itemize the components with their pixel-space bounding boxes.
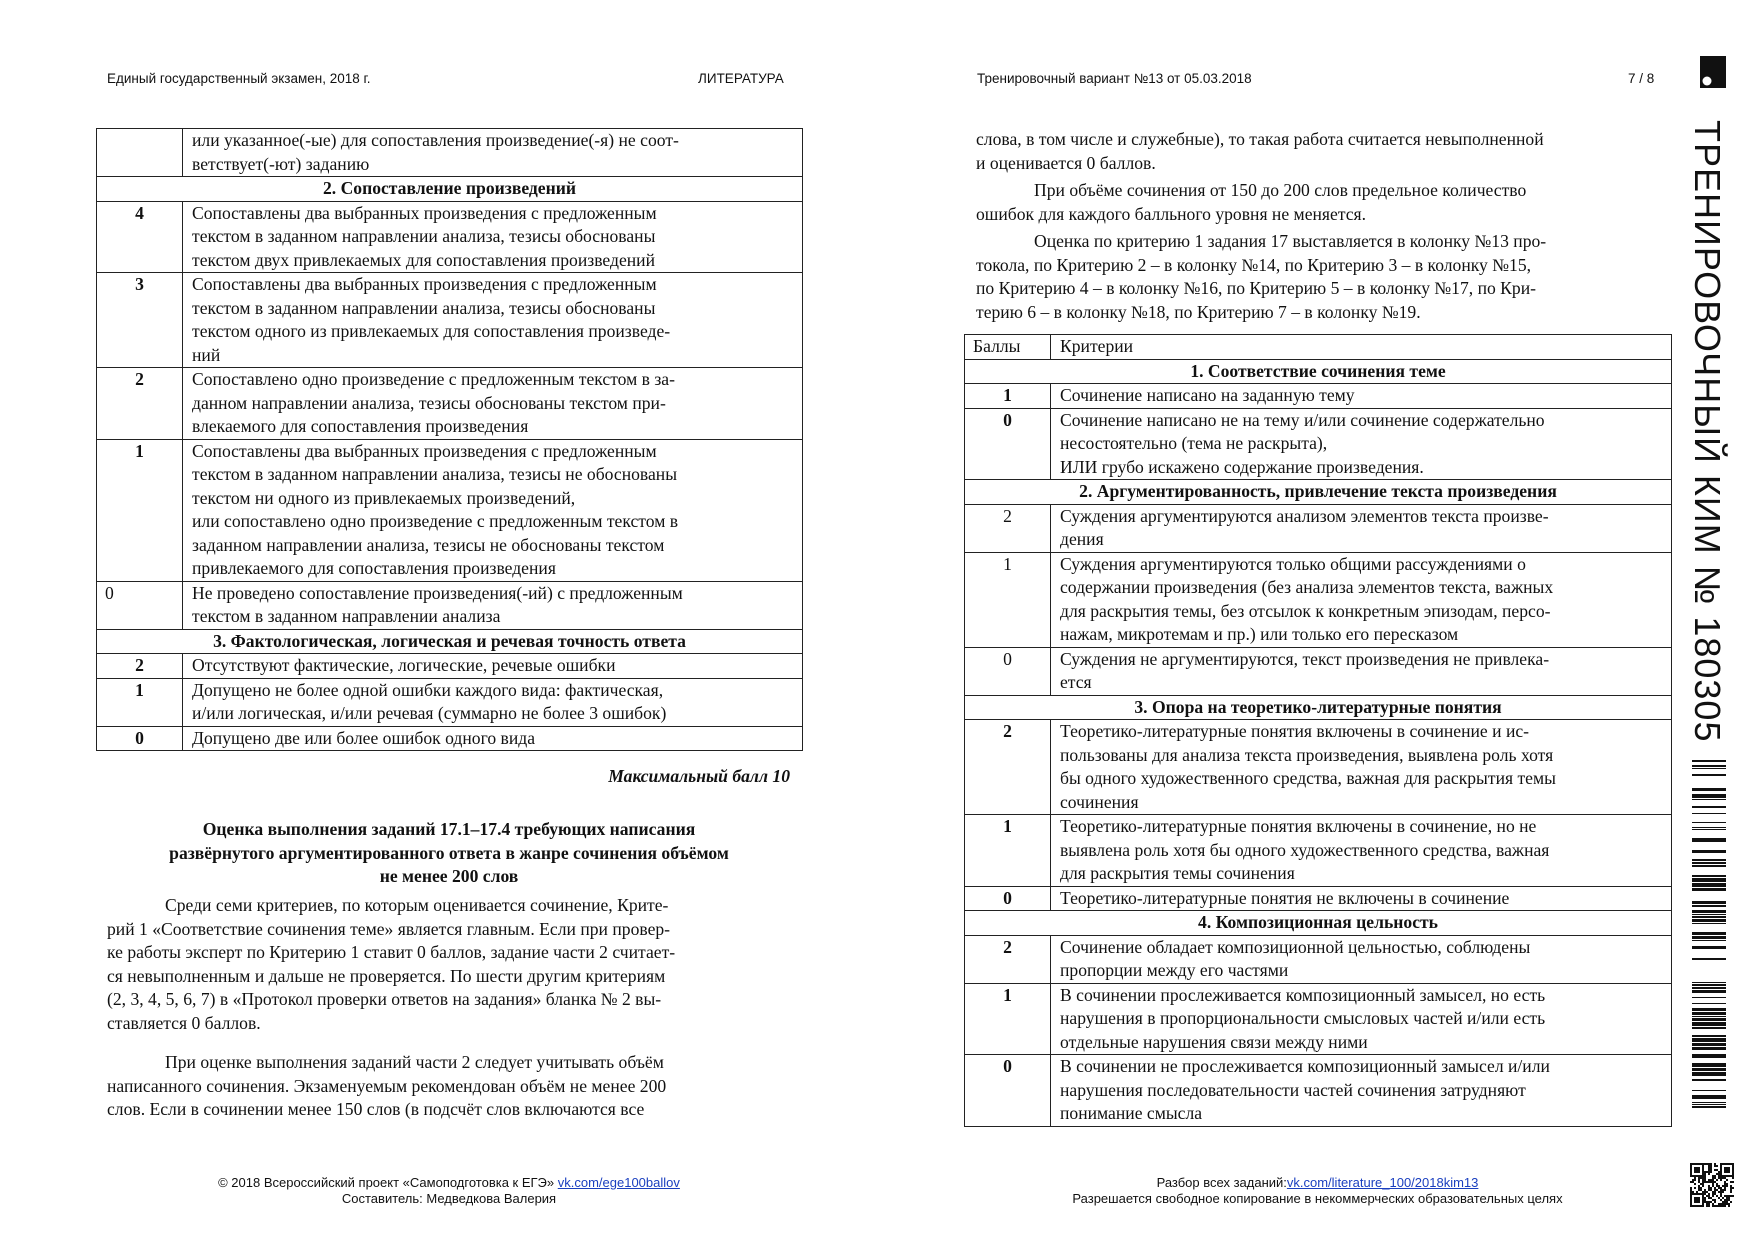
criteria-line: Отсутствуют фактические, логические, речевые ошибки xyxy=(192,655,616,675)
score-cell: 2 xyxy=(965,504,1051,552)
score-cell: 1 xyxy=(97,439,183,581)
criteria-row xyxy=(97,726,803,751)
side-title: ТРЕНИРОВОЧНЫЙ КИМ № 180305 xyxy=(1687,120,1728,743)
header-score: Баллы xyxy=(965,335,1051,360)
criteria-line: Сопоставлены два выбранных произведения с предложенным xyxy=(192,440,657,461)
variant-title: Тренировочный вариант №13 от 05.03.2018 xyxy=(977,71,1252,86)
score-cell: 0 xyxy=(97,726,183,751)
section-row xyxy=(965,911,1672,936)
criteria-row xyxy=(97,273,803,368)
criteria-line: привлекаемого для сопоставления произведения xyxy=(192,558,556,578)
right-paragraph-2: При объёме сочинения от 150 до 200 слов предельное количество ошибок для каждого балльного уровня не меняется. xyxy=(976,180,1527,224)
score-cell xyxy=(97,129,183,177)
section-row xyxy=(965,480,1672,505)
criteria-line: Допущено не более одной ошибки каждого вида: фактическая, xyxy=(192,679,664,700)
criteria-line: текстом в заданном направлении анализа, тезисы обоснованы xyxy=(192,226,656,246)
criteria-line: понимание смысла xyxy=(1060,1103,1203,1123)
criteria-row xyxy=(97,368,803,440)
criteria-row xyxy=(965,504,1672,552)
criteria-line: ветствует(-ют) заданию xyxy=(192,153,370,174)
score-cell: 1 xyxy=(97,678,183,726)
score-cell: 2 xyxy=(97,368,183,440)
criteria-cell xyxy=(1051,815,1672,887)
criteria-line: Сочинение обладает композиционной цельностью, соблюдены xyxy=(1060,936,1531,957)
score-cell: 0 xyxy=(965,647,1051,695)
criteria-line: выявлена роль хотя бы одного художественного средства, важная xyxy=(1060,839,1550,860)
criteria-line: для раскрытия темы, без отсылок к конкретным эпизодам, персо- xyxy=(1060,600,1551,621)
criteria-line: пользованы для анализа текста произведения, выявлена роль хотя xyxy=(1060,744,1554,765)
right-paragraph-1: слова, в том числе и служебные), то такая работа считается невыполненной и оценивается 0 баллов. xyxy=(976,129,1544,173)
criteria-line: или указанное(-ые) для сопоставления произведение(-я) не соот- xyxy=(192,130,679,150)
criteria-line: Сочинение написано не на тему и/или сочинение содержательно xyxy=(1060,409,1545,430)
criteria-line: Суждения аргументируются анализом элементов текста произве- xyxy=(1060,505,1549,526)
criteria-line: ИЛИ грубо искажено содержание произведения. xyxy=(1060,456,1424,477)
score-cell: 1 xyxy=(965,384,1051,409)
criteria-row xyxy=(965,983,1672,1055)
criteria-line: Суждения аргументируются только общими рассуждениями о xyxy=(1060,553,1526,574)
score-cell: 0 xyxy=(965,886,1051,911)
footer-left-link[interactable]: vk.com/ege100ballov xyxy=(557,1175,680,1190)
score-cell: 0 xyxy=(965,1055,1051,1127)
criteria-line: Суждения не аргументируются, текст произведения не привлека- xyxy=(1060,648,1550,669)
score-cell: 3 xyxy=(97,273,183,368)
section-row xyxy=(97,629,803,654)
criteria-line: текстом в заданном направлении анализа, тезисы обоснованы xyxy=(192,297,656,318)
footer-review: Разбор всех заданий: xyxy=(1156,1175,1287,1190)
max-score: Максимальный балл 10 xyxy=(608,766,790,786)
score-cell: 2 xyxy=(97,654,183,679)
score-cell: 2 xyxy=(965,720,1051,815)
table-header-row xyxy=(965,335,1672,360)
criteria-line: Сопоставлено одно произведение с предложенным текстом в за- xyxy=(192,369,675,389)
criteria-cell xyxy=(1051,1055,1672,1127)
section-title: 1. Соответствие сочинения теме xyxy=(965,359,1672,384)
criteria-cell xyxy=(183,581,803,629)
criteria-line: Теоретико-литературные понятия включены в сочинение, но не xyxy=(1060,816,1537,836)
section-row xyxy=(97,177,803,202)
criteria-cell xyxy=(183,678,803,726)
criteria-line: данном направлении анализа, тезисы обоснованы текстом при- xyxy=(192,392,666,413)
criteria-cell xyxy=(183,273,803,368)
subject-title: ЛИТЕРАТУРА xyxy=(698,71,784,86)
criteria-line: ется xyxy=(1060,672,1092,692)
criteria-line: заданном направлении анализа, тезисы не обоснованы текстом xyxy=(192,534,665,555)
criteria-row xyxy=(965,408,1672,480)
qr-code-icon xyxy=(1690,1163,1734,1207)
score-cell: 0 xyxy=(97,581,183,629)
criteria-cell xyxy=(183,726,803,751)
criteria-row xyxy=(97,654,803,679)
score-cell: 1 xyxy=(965,815,1051,887)
criteria-row xyxy=(97,129,803,177)
criteria-cell xyxy=(183,129,803,177)
criteria-row xyxy=(965,552,1672,647)
criteria-line: для раскрытия темы сочинения xyxy=(1060,863,1295,883)
criteria-line: Сочинение написано на заданную тему xyxy=(1060,385,1355,405)
criteria-line: несостоятельно (тема не раскрыта), xyxy=(1060,433,1328,453)
header-criteria: Критерии xyxy=(1051,335,1672,360)
section-row xyxy=(965,359,1672,384)
criteria-cell xyxy=(183,654,803,679)
criteria-line: нажам, микротемам и пр.) или только его пересказом xyxy=(1060,624,1459,644)
criteria-cell xyxy=(1051,384,1672,409)
criteria-cell xyxy=(1051,935,1672,983)
criteria-cell xyxy=(183,368,803,440)
criteria-row xyxy=(965,647,1672,695)
assessment-heading: Оценка выполнения заданий 17.1–17.4 требующих написания развёрнутого аргументированного ответа в жанре сочинения объёмом не менее 200 слов xyxy=(169,819,729,886)
criteria-line: текстом одного из привлекаемых для сопоставления произведе- xyxy=(192,321,671,341)
criteria-line: бы одного художественного средства, важная для раскрытия темы xyxy=(1060,768,1556,788)
left-paragraph-2: При оценке выполнения заданий части 2 следует учитывать объём написанного сочинения. Экзаменуемым рекомендован объём не менее 200 слов. Если в сочинении менее 150 слов (в подсчёт слов включаются все xyxy=(107,1052,667,1119)
criteria-cell xyxy=(1051,408,1672,480)
section-title: 3. Опора на теоретико-литературные понятия xyxy=(965,695,1672,720)
criteria-line: пропорции между его частями xyxy=(1060,960,1289,980)
footer-right-link[interactable]: vk.com/literature_100/2018kim13 xyxy=(1286,1175,1479,1190)
section-title: 4. Композиционная цельность xyxy=(965,911,1672,936)
criteria-line: В сочинении прослеживается композиционный замысел, но есть xyxy=(1060,984,1546,1005)
criteria-line: Сопоставлены два выбранных произведения с предложенным xyxy=(192,202,657,223)
score-cell: 2 xyxy=(965,935,1051,983)
footer-author: Составитель: Медведкова Валерия xyxy=(341,1191,557,1206)
criteria-row xyxy=(965,815,1672,887)
criteria-line: дения xyxy=(1060,529,1104,549)
criteria-cell xyxy=(1051,720,1672,815)
criteria-line: или сопоставлено одно произведение с предложенным текстом в xyxy=(192,511,679,531)
criteria-line: Теоретико-литературные понятия не включены в сочинение xyxy=(1060,887,1510,908)
section-title: 2. Аргументированность, привлечение текста произведения xyxy=(965,480,1672,505)
criteria-cell xyxy=(183,201,803,273)
corner-mark-icon xyxy=(1700,56,1726,88)
criteria-row xyxy=(965,1055,1672,1127)
footer-left xyxy=(96,1175,802,1207)
criteria-line: сочинения xyxy=(1060,791,1139,812)
score-cell: 0 xyxy=(965,408,1051,480)
exam-title: Единый государственный экзамен, 2018 г. xyxy=(107,71,371,86)
criteria-line: Теоретико-литературные понятия включены в сочинение и ис- xyxy=(1060,721,1530,741)
criteria-line: содержании произведения (без анализа элементов текста, важных xyxy=(1060,577,1554,597)
criteria-row xyxy=(965,935,1672,983)
left-criteria-table xyxy=(96,128,803,751)
criteria-row xyxy=(965,886,1672,911)
criteria-row xyxy=(965,384,1672,409)
criteria-line: отдельные нарушения связи между ними xyxy=(1060,1031,1368,1052)
criteria-cell xyxy=(1051,647,1672,695)
score-cell: 4 xyxy=(97,201,183,273)
criteria-line: влекаемого для сопоставления произведения xyxy=(192,416,529,436)
barcode-icon xyxy=(1692,760,1726,1110)
criteria-cell xyxy=(1051,983,1672,1055)
criteria-line: ний xyxy=(192,344,221,365)
right-paragraph-3: Оценка по критерию 1 задания 17 выставляется в колонку №13 про- токола, по Критерию 2 – в колонку №14, по Критерию 3 – в колонку №15, по Критерию 4 – в колонку №16, по Критерию 5 – в колонку №17, по Кри- терию 6 – в колонку №18, по Критерию 7 – в колонку №19. xyxy=(976,231,1547,322)
criteria-line: текстом двух привлекаемых для сопоставления произведений xyxy=(192,249,656,270)
right-criteria-table xyxy=(964,334,1672,1127)
footer-right xyxy=(964,1175,1671,1207)
criteria-row xyxy=(965,720,1672,815)
criteria-line: нарушения последовательности частей сочинения затрудняют xyxy=(1060,1079,1526,1100)
score-cell: 1 xyxy=(965,552,1051,647)
footer-copyright: © 2018 Всероссийский проект «Самоподготовка к ЕГЭ» xyxy=(218,1175,558,1190)
section-row xyxy=(965,695,1672,720)
criteria-line: текстом ни одного из привлекаемых произведений, xyxy=(192,487,576,508)
criteria-cell xyxy=(1051,886,1672,911)
left-paragraph-1: Среди семи критериев, по которым оценивается сочинение, Крите- рий 1 «Соответствие сочинения теме» является главным. Если при провер- ке работы эксперт по Критерию 1 ставит 0 баллов, задание части 2 считает- ся невыполненным и дальше не проверяется. По шести другим критериям (2, 3, 4, 5, 6, 7) в «Протокол проверки ответов на задания» бланка № 2 вы- ставляется 0 баллов. xyxy=(107,895,676,1033)
page-number: 7 / 8 xyxy=(1628,71,1655,86)
score-cell: 1 xyxy=(965,983,1051,1055)
criteria-cell xyxy=(1051,504,1672,552)
footer-license: Разрешается свободное копирование в некоммерческих образовательных целях xyxy=(1072,1191,1563,1206)
section-title: 3. Фактологическая, логическая и речевая точность ответа xyxy=(97,629,803,654)
criteria-line: текстом в заданном направлении анализа, тезисы не обоснованы xyxy=(192,464,678,484)
criteria-cell xyxy=(183,439,803,581)
criteria-line: и/или логическая, и/или речевая (суммарно не более 3 ошибок) xyxy=(192,703,667,723)
criteria-line: Сопоставлены два выбранных произведения с предложенным xyxy=(192,274,657,294)
criteria-row xyxy=(97,678,803,726)
criteria-cell xyxy=(1051,552,1672,647)
criteria-row xyxy=(97,201,803,273)
criteria-row xyxy=(97,581,803,629)
section-title: 2. Сопоставление произведений xyxy=(97,177,803,202)
criteria-line: Не проведено сопоставление произведения(-ий) с предложенным xyxy=(192,582,683,603)
criteria-line: В сочинении не прослеживается композиционный замысел и/или xyxy=(1060,1056,1550,1076)
criteria-row xyxy=(97,439,803,581)
criteria-line: текстом в заданном направлении анализа xyxy=(192,606,501,626)
criteria-line: Допущено две или более ошибок одного вида xyxy=(192,727,536,748)
criteria-line: нарушения в пропорциональности смысловых частей и/или есть xyxy=(1060,1008,1546,1028)
